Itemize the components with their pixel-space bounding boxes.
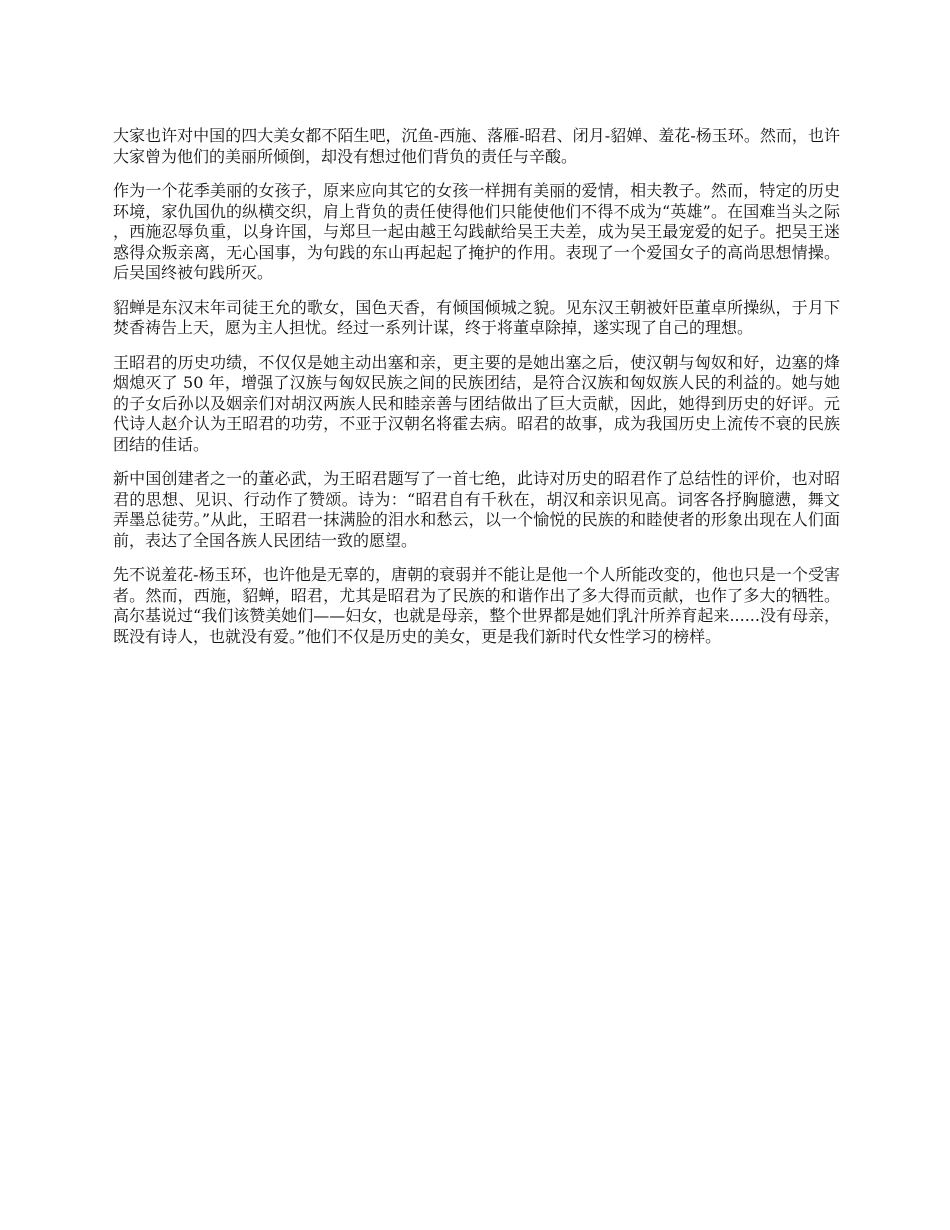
- paragraph-xishi: 作为一个花季美丽的女孩子，原来应向其它的女孩一样拥有美丽的爱情，相夫教子。然而，特定的历史环境，家仇国仇的纵横交织，肩上背负的责任使得他们只能使他们不得不成为“英雄”。在国难当头之际，西施忍辱负重，以身许国，与郑旦一起由越王勾践献给吴王夫差，成为吴王最宠爱的妃子。把吴王迷惑得众叛亲离，无心国事，为句践的东山再起起了掩护的作用。表现了一个爱国女子的高尚思想情操。后吴国终被句践所灭。: [113, 181, 840, 282]
- paragraph-conclusion: 先不说羞花-杨玉环，也许他是无辜的，唐朝的衰弱并不能让是他一个人所能改变的，他也只是一个受害者。然而，西施，貂蝉，昭君，尤其是昭君为了民族的和谐作出了多大得而贡献，也作了多大的牺牲。高尔基说过“我们该赞美她们——妇女，也就是母亲，整个世界都是她们乳汁所养育起来......没有母亲，既没有诗人，也就没有爱。”他们不仅是历史的美女，更是我们新时代女性学习的榜样。: [113, 565, 840, 646]
- paragraph-diaochan: 貂蝉是东汉末年司徒王允的歌女，国色天香，有倾国倾城之貌。见东汉王朝被奸臣董卓所操纵，于月下焚香祷告上天，愿为主人担忧。经过一系列计谋，终于将董卓除掉，遂实现了自己的理想。: [113, 297, 840, 337]
- paragraph-dongbiwu-poem: 新中国创建者之一的董必武，为王昭君题写了一首七绝，此诗对历史的昭君作了总结性的评价，也对昭君的思想、见识、行动作了赞颂。诗为：“昭君自有千秋在，胡汉和亲识见高。词客各抒胸臆懑，舞文弄墨总徒劳。”从此，王昭君一抹满脸的泪水和愁云，以一个愉悦的民族的和睦使者的形象出现在人们面前，表达了全国各族人民团结一致的愿望。: [113, 469, 840, 550]
- document-body: [113, 126, 840, 661]
- paragraph-wangzhaojun: 王昭君的历史功绩，不仅仅是她主动出塞和亲，更主要的是她出塞之后，使汉朝与匈奴和好，边塞的烽烟熄灭了 50 年，增强了汉族与匈奴民族之间的民族团结，是符合汉族和匈奴族人民的利益的。她与她的子女后孙以及姻亲们对胡汉两族人民和睦亲善与团结做出了巨大贡献，因此，她得到历史的好评。元代诗人赵介认为王昭君的功劳，不亚于汉朝名将霍去病。昭君的故事，成为我国历史上流传不衰的民族团结的佳话。: [113, 352, 840, 454]
- paragraph-intro: 大家也许对中国的四大美女都不陌生吧，沉鱼-西施、落雁-昭君、闭月-貂婵、羞花-杨玉环。然而，也许大家曾为他们的美丽所倾倒，却没有想过他们背负的责任与辛酸。: [113, 126, 840, 166]
